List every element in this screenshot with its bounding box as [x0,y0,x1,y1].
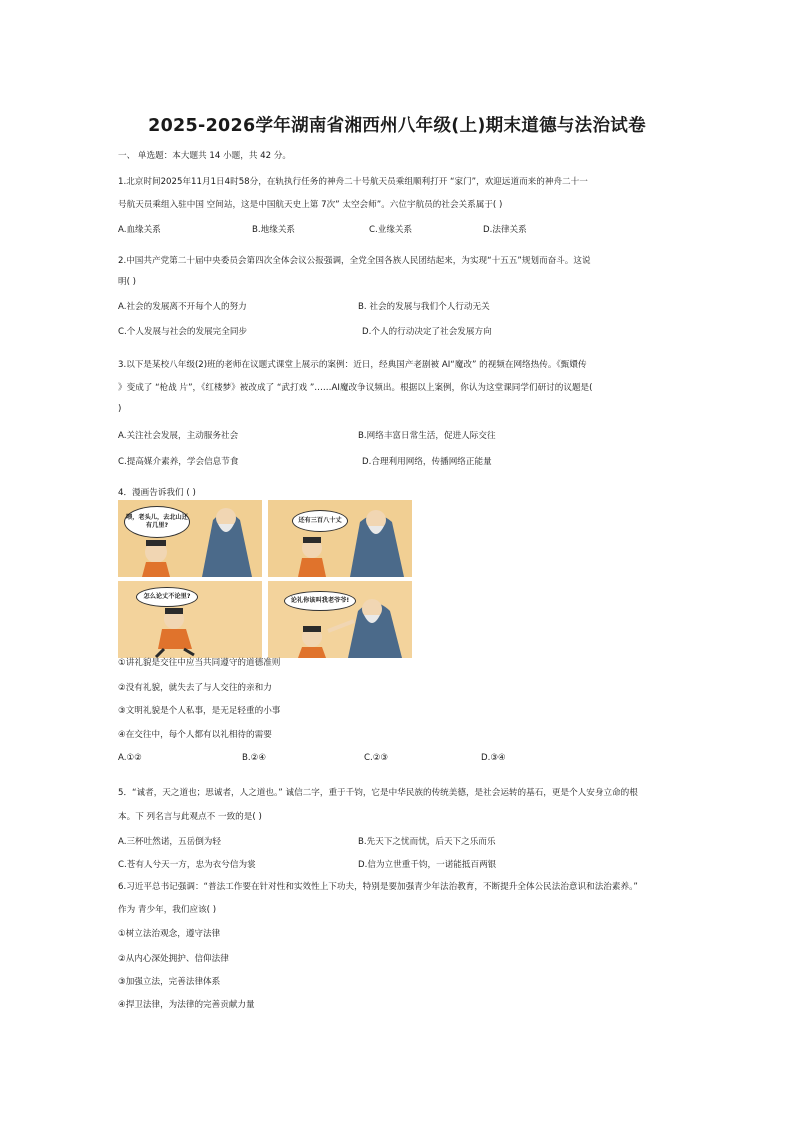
question-1-stem-line2: 号航天员乘组入驻中国 空间站，这是中国航天史上第 7次” 太空会师”。六位宇航员的社会关系属于( ) [118,200,503,210]
question-5-stem-line2: 本。下 列名言与此观点不 一致的是( ) [118,812,262,822]
question-4-option-d[interactable]: D.③④ [481,753,506,763]
question-6-stem-line2: 作为 青少年，我们应该( ) [118,905,217,915]
comic-bubble-2: 还有三百八十丈 [292,510,348,532]
question-3-option-c[interactable]: C.提高媒介素养，学会信息节食 [118,457,239,467]
question-4-stem: 4．漫画告诉我们 ( ) [118,488,196,498]
section-heading: 一、 单选题：本大题共 14 小题，共 42 分。 [118,151,292,161]
question-2-option-b[interactable]: B. 社会的发展与我们个人行动无关 [358,302,490,312]
question-6-stem-line1: 6.习近平总书记强调：“普法工作要在针对性和实效性上下功夫，特别是要加强青少年法治教育，不断提升全体公民法治意识和法治素养。” [118,882,638,892]
comic-bubble-3: 怎么论丈不论里? [136,587,198,607]
question-2-option-a[interactable]: A.社会的发展离不开每个人的努力 [118,302,247,312]
exam-title: 2025-2026学年湖南省湘西州八年级(上)期末道德与法治试卷 [148,116,646,136]
question-4-option-b[interactable]: B.②④ [242,753,267,763]
question-5-option-d[interactable]: D.信为立世重千钧，一诺能抵百两银 [358,860,497,870]
question-4-item-4: ④在交往中，每个人都有以礼相待的需要 [118,730,272,740]
question-6-item-1: ①树立法治观念，遵守法律 [118,929,221,939]
question-4-item-2: ②没有礼貌，就失去了与人交往的亲和力 [118,683,272,693]
question-3-stem-line1: 3.以下是某校八年级(2)班的老师在议题式课堂上展示的案例：近日，经典国产老剧被 AI“魔改” 的视频在网络热传。《甄嬛传 [118,360,587,370]
question-6-item-3: ③加强立法，完善法律体系 [118,977,221,987]
question-5-option-a[interactable]: A.三杯吐然诺，五岳倒为轻 [118,837,221,847]
question-1-option-c[interactable]: C.业缘关系 [369,225,413,235]
question-3-stem-line2: 》变成了 “枪战 片”，《红楼梦》被改成了 “武打戏 ”……AI魔改争议频出。根据以上案例，你认为这堂课同学们研讨的议题是( [118,383,593,393]
question-2-stem-line2: 明( ) [118,277,137,287]
question-6-item-4: ④捍卫法律，为法律的完善贡献力量 [118,1000,255,1010]
comic-panel-2 [268,500,412,577]
question-6-item-2: ②从内心深处拥护、信仰法律 [118,954,229,964]
question-5-option-c[interactable]: C.苍有人兮天一方，忠为衣兮信为裳 [118,860,256,870]
question-4-item-3: ③文明礼貌是个人私事，是无足轻重的小事 [118,706,281,716]
comic-panel-4 [268,581,412,658]
question-5-stem-line1: 5．“诚者，天之道也；思诚者，人之道也。” 诚信二字，重于千钧，它是中华民族的传统美德，是社会运转的基石，更是个人安身立命的根 [118,788,638,798]
question-1-stem-line1: 1.北京时间2025年11月1日4时58分，在轨执行任务的神舟二十号航天员乘组顺利打开 “家门”，欢迎远道而来的神舟二十一 [118,177,588,187]
comic-panel-1 [118,500,262,577]
question-1-option-b[interactable]: B.地缘关系 [252,225,296,235]
question-4-option-a[interactable]: A.①② [118,753,142,763]
question-2-option-d[interactable]: D.个人的行动决定了社会发展方向 [362,327,492,337]
comic-bubble-4: 论礼你该叫我老爷爷! [284,591,356,611]
comic-figures-2 [268,500,412,577]
question-4-comic [118,500,412,658]
question-3-option-d[interactable]: D.合理利用网络，传播网络正能量 [362,457,492,467]
question-5-option-b[interactable]: B.先天下之忧而忧，后天下之乐而乐 [358,837,496,847]
question-4-item-1: ①讲礼貌是交往中应当共同遵守的道德准则 [118,658,281,668]
question-3-option-b[interactable]: B.网络丰富日常生活，促进人际交往 [358,431,496,441]
question-3-stem-line3: ) [118,404,122,414]
question-1-option-a[interactable]: A.血缘关系 [118,225,161,235]
question-2-stem-line1: 2.中国共产党第二十届中央委员会第四次全体会议公报强调，全党全国各族人民团结起来，为实现“十五五”规划而奋斗。这说 [118,256,591,266]
question-1-option-d[interactable]: D.法律关系 [483,225,527,235]
comic-bubble-1: 喂，老头儿，去北山还有几里? [124,506,190,538]
comic-panel-3 [118,581,262,658]
question-3-option-a[interactable]: A.关注社会发展，主动服务社会 [118,431,239,441]
question-4-option-c[interactable]: C.②③ [364,753,389,763]
question-2-option-c[interactable]: C.个人发展与社会的发展完全同步 [118,327,248,337]
